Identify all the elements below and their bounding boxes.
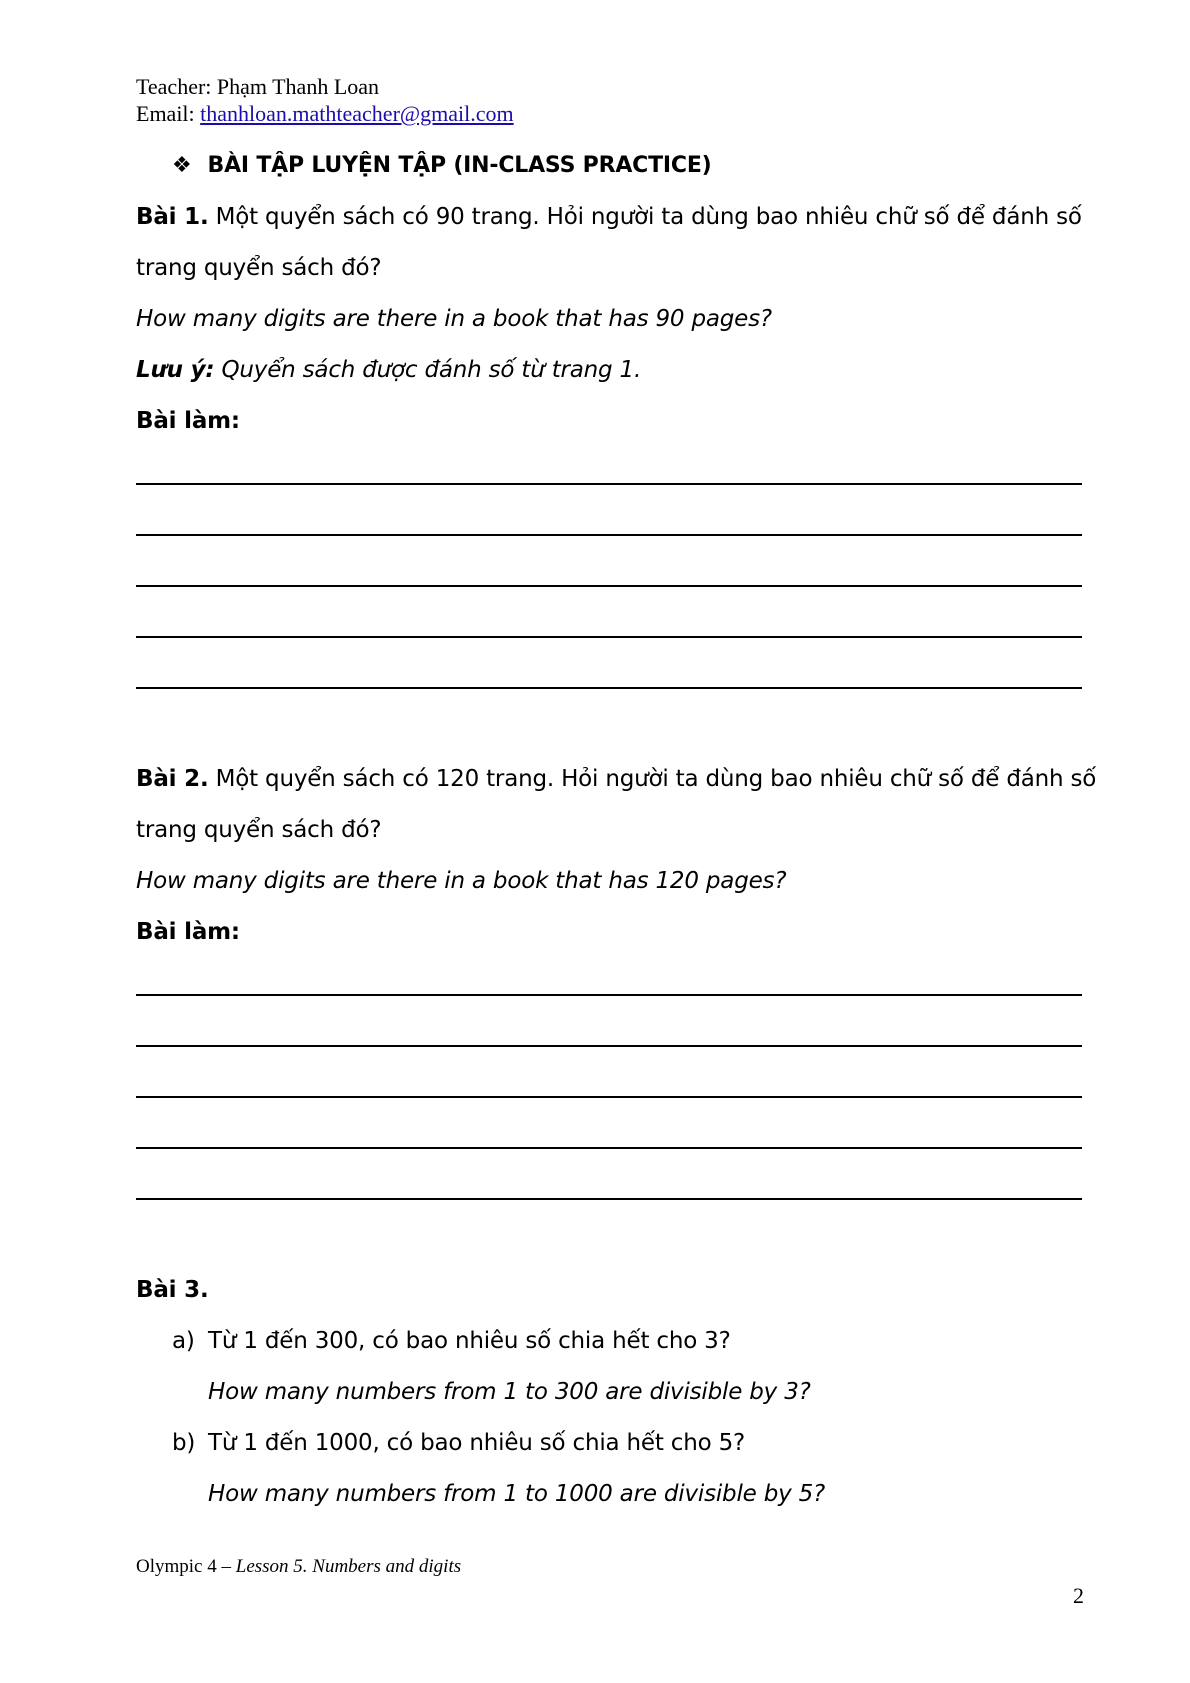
page-number: 2 bbox=[1073, 1583, 1084, 1608]
exercise3-b-text: Từ 1 đến 1000, có bao nhiêu số chia hết cho 5? bbox=[208, 1430, 746, 1456]
exercise2-english: How many digits are there in a book that has 120 pages? bbox=[136, 868, 787, 894]
answer-line[interactable] bbox=[136, 1147, 1082, 1149]
email-line bbox=[136, 101, 514, 127]
exercise1-note bbox=[136, 356, 641, 384]
exercise2-question-line1 bbox=[136, 765, 1096, 793]
exercise1-label: Bài 1. bbox=[136, 204, 209, 230]
answer-line[interactable] bbox=[136, 687, 1082, 689]
answer-line[interactable] bbox=[136, 534, 1082, 536]
answer-line[interactable] bbox=[136, 483, 1082, 485]
exercise1-text: Một quyển sách có 90 trang. Hỏi người ta dùng bao nhiêu chữ số để đánh số bbox=[208, 204, 1082, 230]
exercise1-note-label: Lưu ý: bbox=[136, 357, 215, 383]
email-label: Email: bbox=[136, 101, 201, 126]
exercise2-label: Bài 2. bbox=[136, 766, 209, 792]
answer-line[interactable] bbox=[136, 1096, 1082, 1098]
section-title: BÀI TẬP LUYỆN TẬP (IN-CLASS PRACTICE) bbox=[207, 153, 712, 178]
teacher-name: Teacher: Phạm Thanh Loan bbox=[136, 74, 380, 99]
answer-line[interactable] bbox=[136, 994, 1082, 996]
exercise1-question-line2: trang quyển sách đó? bbox=[136, 255, 382, 281]
exercise1-answer-label: Bài làm: bbox=[136, 408, 240, 434]
answer-line[interactable] bbox=[136, 636, 1082, 638]
footer-course bbox=[136, 1556, 461, 1578]
exercise2-question-line2: trang quyển sách đó? bbox=[136, 817, 382, 843]
answer-line[interactable] bbox=[136, 585, 1082, 587]
section-heading bbox=[172, 152, 712, 180]
exercise1-english: How many digits are there in a book that has 90 pages? bbox=[136, 306, 772, 332]
diamond-bullet-icon: ❖ bbox=[172, 153, 192, 178]
exercise3-b-marker: b) bbox=[172, 1430, 196, 1456]
footer-lesson: Lesson 5. Numbers and digits bbox=[235, 1556, 462, 1577]
exercise3-a-english: How many numbers from 1 to 300 are divisible by 3? bbox=[208, 1379, 811, 1405]
exercise3-label: Bài 3. bbox=[136, 1277, 209, 1303]
exercise3-a-text: Từ 1 đến 300, có bao nhiêu số chia hết cho 3? bbox=[208, 1328, 731, 1354]
footer-course-name: Olympic 4 – bbox=[136, 1556, 236, 1577]
exercise3-a-marker: a) bbox=[172, 1328, 195, 1354]
exercise1-note-text: Quyển sách được đánh số từ trang 1. bbox=[214, 357, 642, 383]
email-link[interactable]: thanhloan.mathteacher@gmail.com bbox=[200, 101, 514, 126]
answer-line[interactable] bbox=[136, 1045, 1082, 1047]
answer-line[interactable] bbox=[136, 1198, 1082, 1200]
exercise2-text: Một quyển sách có 120 trang. Hỏi người ta dùng bao nhiêu chữ số để đánh số bbox=[208, 766, 1097, 792]
exercise3-b-english: How many numbers from 1 to 1000 are divisible by 5? bbox=[208, 1481, 826, 1507]
exercise1-question-line1 bbox=[136, 203, 1082, 231]
exercise2-answer-label: Bài làm: bbox=[136, 919, 240, 945]
